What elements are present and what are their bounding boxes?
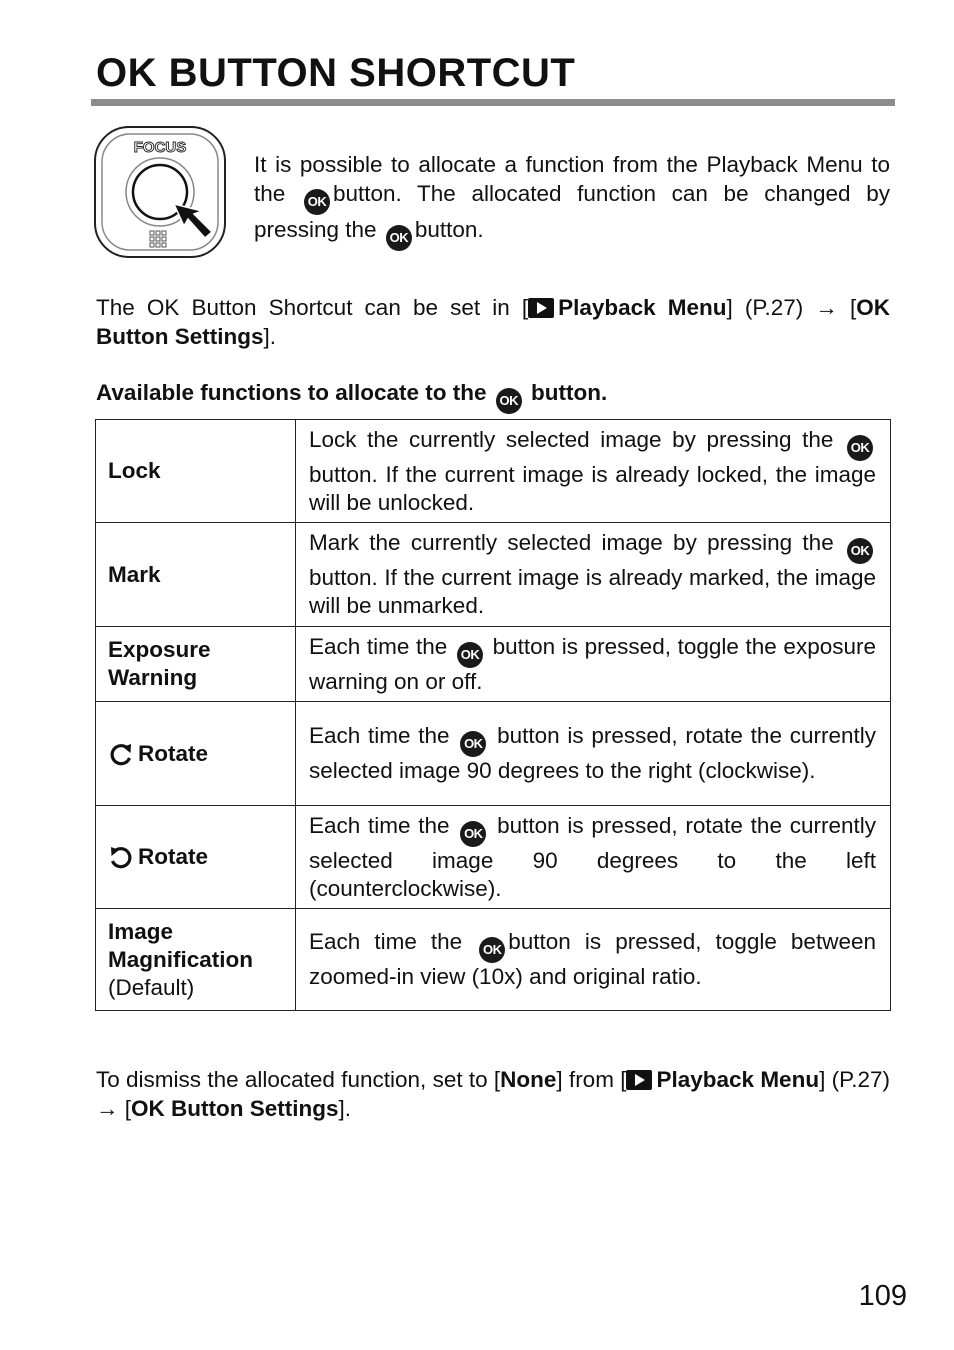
rotate-counterclockwise-icon xyxy=(108,844,134,870)
table-row xyxy=(96,909,891,1011)
page-title: OK BUTTON SHORTCUT xyxy=(96,51,576,95)
ok-button-icon: OK xyxy=(460,821,486,847)
function-name: Mark xyxy=(96,523,296,627)
function-description: Each time the OK button is pressed, rotate the currently selected image 90 degrees to the right (clockwise). xyxy=(296,702,891,806)
table-row xyxy=(96,523,891,627)
ok-button-icon: OK xyxy=(386,225,412,251)
focus-label: FOCUS xyxy=(133,139,187,156)
function-name: Rotate xyxy=(96,806,296,909)
ok-button-icon: OK xyxy=(457,642,483,668)
function-name: Rotate xyxy=(96,702,296,806)
ok-button-icon: OK xyxy=(847,435,873,461)
ok-button-icon: OK xyxy=(479,937,505,963)
function-description: Each time the OK button is pressed, rotate the currently selected image 90 degrees to the left (counterclockwise). xyxy=(296,806,891,909)
function-name: Image Magnification (Default) xyxy=(96,909,296,1011)
table-row xyxy=(96,702,891,806)
playback-icon xyxy=(626,1070,652,1090)
rotate-clockwise-icon xyxy=(108,741,134,767)
available-functions-heading: Available functions to allocate to the OK button. xyxy=(96,378,890,414)
arrow-icon: → xyxy=(96,1096,119,1121)
functions-table xyxy=(95,419,891,1011)
table-row xyxy=(96,627,891,702)
setting-location-text: The OK Button Shortcut can be set in [ Playback Menu] (P.27) → [OK Button Settings]. xyxy=(96,295,890,349)
intro-text: It is possible to allocate a function from the Playback Menu to the OK button. The allocated function can be changed by pressing the OK button. xyxy=(254,150,890,251)
dismiss-text: To dismiss the allocated function, set to [None] from [ Playback Menu] (P.27) → [OK Button Settings]. xyxy=(96,1067,890,1121)
arrow-icon: → xyxy=(815,295,838,320)
page-number: 109 xyxy=(858,1280,907,1312)
ok-button-icon: OK xyxy=(847,538,873,564)
function-description: Each time the OK button is pressed, toggle the exposure warning on or off. xyxy=(296,627,891,702)
function-name: Lock xyxy=(96,420,296,523)
ok-button-icon: OK xyxy=(304,189,330,215)
function-description: Mark the currently selected image by pressing the OK button. If the current image is already marked, the image will be unmarked. xyxy=(296,523,891,627)
function-description: Each time the OK button is pressed, toggle between zoomed-in view (10x) and original ratio. xyxy=(296,909,891,1011)
function-description: Lock the currently selected image by pressing the OK button. If the current image is already locked, the image will be unlocked. xyxy=(296,420,891,523)
ok-button-icon: OK xyxy=(496,388,522,414)
title-divider xyxy=(91,99,895,106)
function-name: Exposure Warning xyxy=(96,627,296,702)
table-row xyxy=(96,806,891,909)
ok-button-icon: OK xyxy=(460,731,486,757)
playback-icon xyxy=(528,298,554,318)
table-row xyxy=(96,420,891,523)
focus-dial-illustration xyxy=(92,124,228,260)
